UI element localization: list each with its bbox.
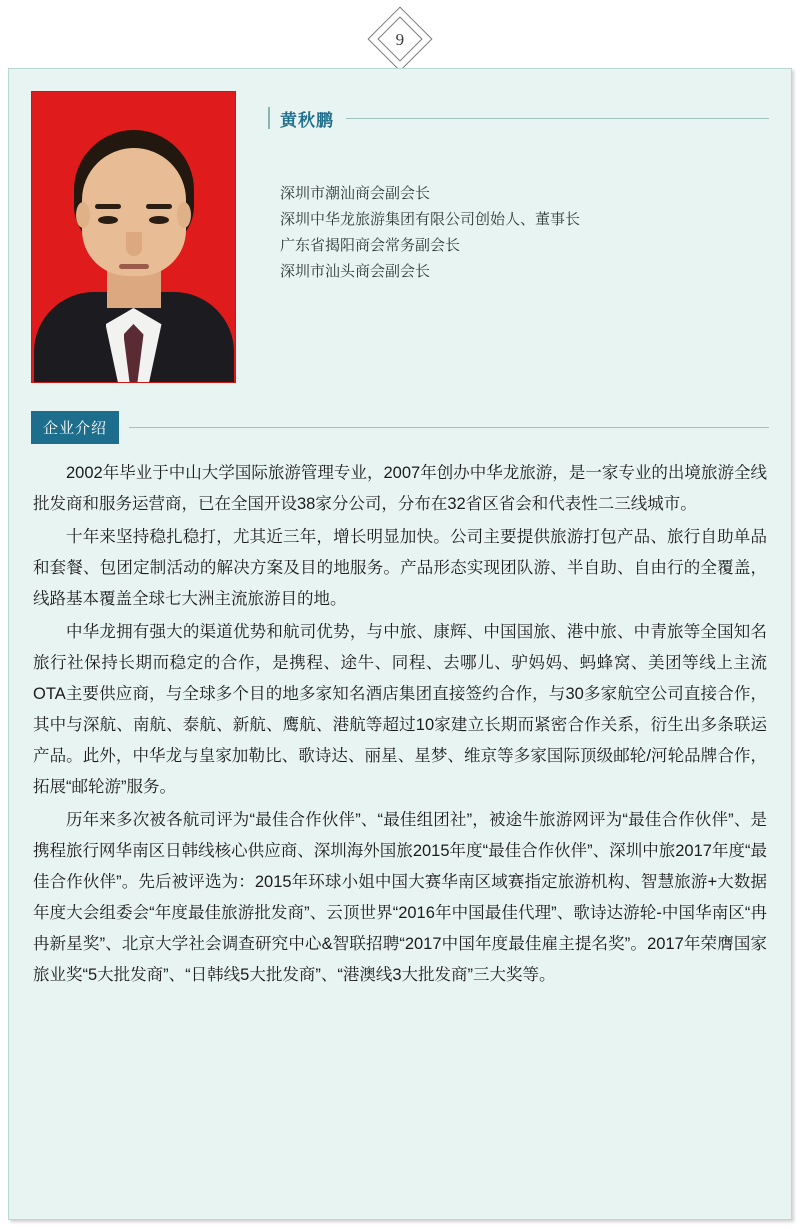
eye-left-shape xyxy=(98,216,118,224)
profile-block xyxy=(31,91,769,383)
mouth-shape xyxy=(119,264,149,269)
title-item: 广东省揭阳商会常务副会长 xyxy=(280,237,461,254)
section-divider xyxy=(129,427,769,428)
paragraph: 2002年毕业于中山大学国际旅游管理专业，2007年创办中华龙旅游，是一家专业的出境旅游全线批发商和服务运营商，已在全国开设38家分公司，分布在32省区省会和代表性二三线城市。 xyxy=(33,464,767,513)
page-number: 9 xyxy=(395,29,405,49)
company-introduction-text xyxy=(31,458,769,991)
name-accent-bar xyxy=(268,107,270,129)
eye-right-shape xyxy=(149,216,169,224)
diamond-outer-shape xyxy=(367,6,432,71)
portrait-photo xyxy=(31,91,236,383)
profile-card xyxy=(8,68,792,1220)
nose-shape xyxy=(126,232,142,256)
name-row xyxy=(268,103,769,133)
person-name: 黄秋鹏 xyxy=(280,110,334,130)
ear-right-shape xyxy=(177,202,191,228)
eyebrow-right-shape xyxy=(146,204,172,209)
paragraph: 十年来坚持稳扎稳打，尤其近三年，增长明显加快。公司主要提供旅游打包产品、旅行自助单品和套餐、包团定制活动的解决方案及目的地服务。产品形态实现团队游、半自助、自由行的全覆盖，线路基本覆盖全球七大洲主流旅游目的地。 xyxy=(33,528,767,608)
section-label: 企业介绍 xyxy=(31,411,119,444)
profile-details xyxy=(236,91,769,285)
eyebrow-left-shape xyxy=(95,204,121,209)
face-shape xyxy=(82,148,186,276)
ear-left-shape xyxy=(76,202,90,228)
title-item: 深圳市潮汕商会副会长 xyxy=(280,185,431,202)
diamond-inner-shape xyxy=(377,16,422,61)
section-header xyxy=(31,411,769,444)
page-number-marker xyxy=(0,10,800,68)
title-item: 深圳市汕头商会副会长 xyxy=(280,263,431,280)
title-list xyxy=(268,181,769,285)
name-divider xyxy=(346,118,769,119)
paragraph: 中华龙拥有强大的渠道优势和航司优势，与中旅、康辉、中国国旅、港中旅、中青旅等全国知名旅行社保持长期而稳定的合作，是携程、途牛、同程、去哪儿、驴妈妈、蚂蜂窝、美团等线上主流OTA主要供应商，与全球多个目的地多家知名酒店集团直接签约合作，与30多家航空公司直接合作，其中与深航、南航、泰航、新航、鹰航、港航等超过10家建立长期而紧密合作关系，衍生出多条联运产品。此外，中华龙与皇家加勒比、歌诗达、丽星、星梦、维京等多家国际顶级邮轮/河轮品牌合作，拓展“邮轮游”服务。 xyxy=(33,623,767,796)
title-item: 深圳中华龙旅游集团有限公司创始人、董事长 xyxy=(280,211,581,228)
paragraph: 历年来多次被各航司评为“最佳合作伙伴”、“最佳组团社”，被途牛旅游网评为“最佳合作伙伴”、是携程旅行网华南区日韩线核心供应商、深圳海外国旅2015年度“最佳合作伙伴”、深圳中旅2017年度“最佳合作伙伴”。先后被评选为：2015年环球小姐中国大赛华南区域赛指定旅游机构、智慧旅游+大数据年度大会组委会“年度最佳旅游批发商”、云顶世界“2016年中国最佳代理”、歌诗达游轮-中国华南区“冉冉新星奖”、北京大学社会调查研究中心&智联招聘“2017中国年度最佳雇主提名奖”。2017年荣膺国家旅业奖“5大批发商”、“日韩线5大批发商”、“港澳线3大批发商”三大奖等。 xyxy=(33,811,767,984)
